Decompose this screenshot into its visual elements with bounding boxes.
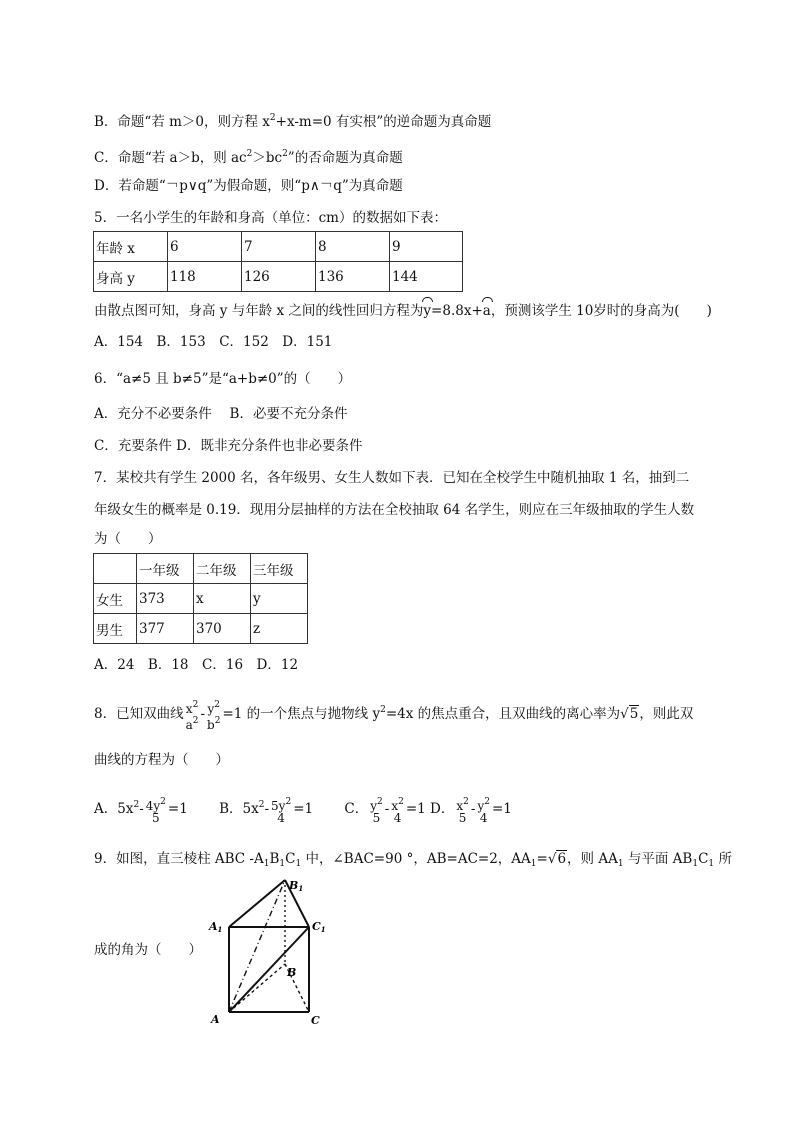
q8-option-a: A．$5x^2-$ $4y^2$ 5 =1 bbox=[94, 796, 188, 825]
q8-option-c: C． $y^2$ 5 - $x^2$ 4 =1 bbox=[344, 796, 426, 825]
label-c1: C1 bbox=[312, 920, 326, 934]
table-cell: 7 bbox=[242, 232, 316, 262]
table-cell: y bbox=[251, 584, 308, 614]
table-cell: 370 bbox=[194, 614, 251, 644]
table-cell: 6 bbox=[168, 232, 242, 262]
q5-options: A．154 B．153 C．152 D．151 bbox=[94, 334, 333, 350]
q8-stem-line1: 8．已知双曲线 $x^2$ $a^2$ - $y^2$ $b^2$ =1 的一个焦点与抛物线 $y^2=4x$ 的焦点重合，且双曲线的离心率为√5，则此双 bbox=[94, 699, 694, 732]
edge-a-b bbox=[229, 964, 285, 1012]
label-a1: A1 bbox=[209, 920, 223, 934]
table-cell: 二年级 bbox=[194, 554, 251, 584]
q7-options: A．24 B．18 C．16 D．12 bbox=[94, 657, 299, 673]
q8-option-d: D． $x^2$ 5 - $y^2$ 4 =1 bbox=[430, 796, 512, 825]
table-cell: 126 bbox=[242, 262, 316, 292]
edge-a1-b1 bbox=[229, 880, 285, 927]
table-cell: 136 bbox=[316, 262, 390, 292]
q5-stem: 5．一名小学生的年龄和身高（单位：cm）的数据如下表： bbox=[94, 210, 447, 226]
prev-option-c: C．命题“若 a＞b，则 $ac^2>bc^2$”的否命题为真命题 bbox=[94, 149, 403, 166]
prev-option-b: B．命题“若 m＞0，则方程 $x^2+x-m=0$ 有实根”的逆命题为真命题 bbox=[94, 113, 492, 130]
a-hat: a bbox=[482, 303, 491, 319]
table-cell: 144 bbox=[390, 262, 463, 292]
table-cell: 年龄 x bbox=[94, 232, 168, 262]
q7-table bbox=[93, 553, 308, 644]
prism-figure bbox=[205, 872, 335, 1032]
sqrt-5: √5 bbox=[620, 706, 639, 722]
label-b: B bbox=[287, 966, 297, 979]
table-cell: 377 bbox=[137, 614, 194, 644]
table-cell: 一年级 bbox=[137, 554, 194, 584]
label-b1: B1 bbox=[289, 879, 304, 893]
table-row bbox=[94, 262, 463, 292]
table-row bbox=[94, 584, 308, 614]
y-hat: y bbox=[423, 303, 432, 319]
table-cell: 118 bbox=[168, 262, 242, 292]
edge-a-c1 bbox=[229, 927, 309, 1012]
table-cell: x bbox=[194, 584, 251, 614]
fraction-x2-a2: $x^2$ $a^2$ bbox=[185, 699, 199, 732]
q7-stem-line2: 年级女生的概率是 0.19．现用分层抽样的方法在全校抽取 64 名学生，则应在三年级抽取的学生人数 bbox=[94, 502, 695, 518]
table-row bbox=[94, 554, 308, 584]
table-cell: 三年级 bbox=[251, 554, 308, 584]
label-c: C bbox=[311, 1014, 320, 1027]
table-cell: z bbox=[251, 614, 308, 644]
q9-stem-line2: 成的角为（ ） bbox=[94, 942, 202, 958]
q9-stem-line1: 9．如图，直三棱柱 ABC $-A_1B_1C_1$ 中，∠BAC=90 °，AB=AC=2，$AA_1=√6$，则 $AA_1$ 与平面 $AB_1C_1$ 所 bbox=[94, 851, 732, 869]
table-cell bbox=[94, 554, 137, 584]
q8-stem-line2: 曲线的方程为（ ） bbox=[94, 752, 229, 768]
q5-table bbox=[93, 231, 463, 292]
table-cell: 8 bbox=[316, 232, 390, 262]
q6-options-2: C．充要条件 D．既非充分条件也非必要条件 bbox=[94, 438, 363, 454]
q5-regression-line: 由散点图可知，身高 y 与年龄 x 之间的线性回归方程为y=8.8x+a，预测该学生 10岁时的身高为( ) bbox=[94, 303, 712, 319]
table-cell: 身高 y bbox=[94, 262, 168, 292]
q7-stem-line3: 为（ ） bbox=[94, 531, 162, 547]
table-cell: 9 bbox=[390, 232, 463, 262]
table-cell: 男生 bbox=[94, 614, 137, 644]
q6-options-1: A．充分不必要条件 B．必要不充分条件 bbox=[94, 406, 348, 422]
q7-stem-line1: 7．某校共有学生 2000 名，各年级男、女生人数如下表．已知在全校学生中随机抽取 1 名，抽到二 bbox=[94, 470, 690, 486]
edge-a-b1 bbox=[229, 880, 285, 1012]
table-row bbox=[94, 614, 308, 644]
q6-stem: 6．“a≠5 且 b≠5”是“a+b≠0”的（ ） bbox=[94, 371, 352, 387]
q8-options bbox=[94, 790, 512, 824]
fraction-y2-b2: $y^2$ $b^2$ bbox=[207, 699, 221, 732]
table-cell: 373 bbox=[137, 584, 194, 614]
prev-option-d: D．若命题“￢p∨q”为假命题，则“p∧￢q”为真命题 bbox=[94, 178, 403, 194]
label-a: A bbox=[211, 1013, 220, 1026]
table-row bbox=[94, 232, 463, 262]
q8-option-b: B．$5x^2-$ $5y^2$ 4 =1 bbox=[219, 796, 314, 825]
table-cell: 女生 bbox=[94, 584, 137, 614]
